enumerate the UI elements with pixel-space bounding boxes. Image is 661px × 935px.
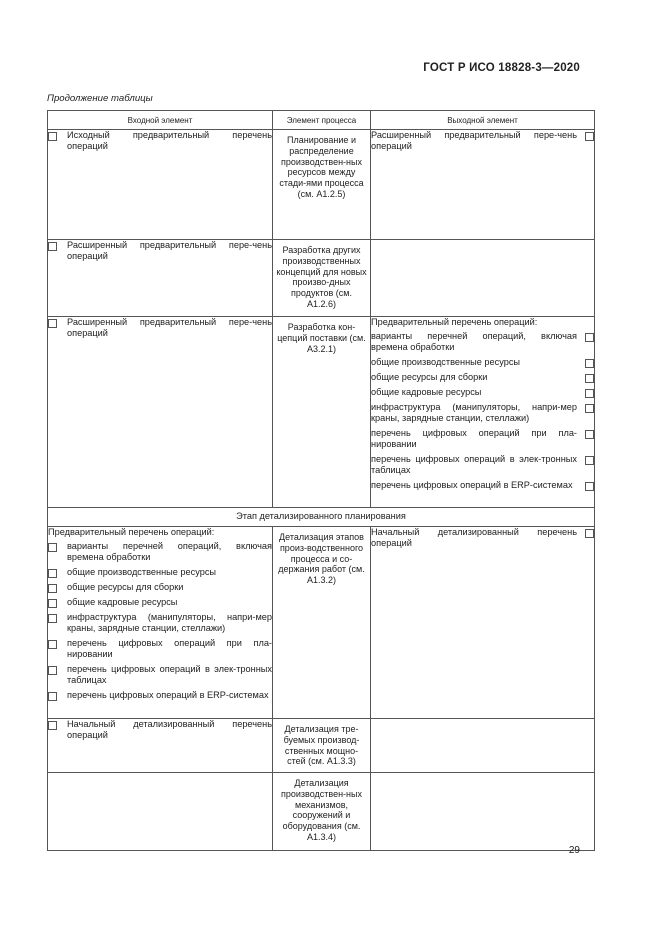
checklist-item: перечень цифровых операций при пла-нировании <box>371 428 594 450</box>
process-cell: Разработка других производственных концепций для новых произво-дных продуктов (см. А1.2.6) <box>273 240 371 317</box>
checkbox-icon[interactable] <box>48 692 57 701</box>
checkbox-icon[interactable] <box>585 374 594 383</box>
checkbox-icon[interactable] <box>48 666 57 675</box>
output-cell <box>371 317 595 508</box>
input-cell <box>48 527 273 719</box>
stage-title: Этап детализированного планирования <box>48 508 595 527</box>
checkbox-icon[interactable] <box>48 640 57 649</box>
input-text: Исходный предварительный перечень операций <box>67 130 272 151</box>
checklist-item: перечень цифровых операций при пла-нировании <box>48 638 272 660</box>
checklist-item: общие производственные ресурсы <box>371 357 594 368</box>
checklist-item: перечень цифровых операций в ERP-системах <box>371 480 594 491</box>
checkbox-icon[interactable] <box>585 456 594 465</box>
checklist-item: общие ресурсы для сборки <box>371 372 594 383</box>
checkbox-icon[interactable] <box>585 132 594 141</box>
checkbox-icon[interactable] <box>585 529 594 538</box>
checklist-item: инфраструктура (манипуляторы, напри-мер краны, зарядные станции, стеллажи) <box>371 402 594 424</box>
process-cell: Разработка кон-цепций поставки (см. А3.2.1) <box>273 317 371 508</box>
checklist-item: общие ресурсы для сборки <box>48 582 272 593</box>
input-cell <box>48 719 273 773</box>
process-cell: Планирование и распределение производствен-ных ресурсов между стади-ями процесса (см. А1.2.5) <box>273 130 371 240</box>
checklist-item: варианты перечней операций, включая времена обработки <box>371 331 594 353</box>
output-text: Начальный детализированный перечень операций <box>371 527 577 548</box>
input-text: Расширенный предварительный пере-чень операций <box>67 317 272 338</box>
checklist-item <box>371 130 594 152</box>
document-header: ГОСТ Р ИСО 18828-3—2020 <box>423 62 580 74</box>
checklist-item <box>48 240 272 262</box>
checkbox-icon[interactable] <box>585 404 594 413</box>
process-cell: Детализация производствен-ных механизмов, сооружений и оборудования (см. А1.3.4) <box>273 773 371 851</box>
checklist-item <box>48 130 272 152</box>
checkbox-icon[interactable] <box>48 242 57 251</box>
output-cell-empty <box>371 719 595 773</box>
checkbox-icon[interactable] <box>48 721 57 730</box>
checkbox-icon[interactable] <box>48 584 57 593</box>
page-number: 29 <box>568 845 580 856</box>
column-header-output: Выходной элемент <box>371 111 595 130</box>
checkbox-icon[interactable] <box>585 389 594 398</box>
stage-row <box>48 508 595 527</box>
checklist-item <box>48 719 272 741</box>
output-list-title: Предварительный перечень операций: <box>371 317 538 327</box>
output-cell-empty <box>371 240 595 317</box>
input-list-title: Предварительный перечень операций: <box>48 527 215 537</box>
checklist-item: перечень цифровых операций в ERP-системах <box>48 690 272 701</box>
table-row <box>48 527 595 719</box>
checkbox-icon[interactable] <box>48 543 57 552</box>
process-cell: Детализация этапов произ-водственного процесса и со-держания работ (см. А1.3.2) <box>273 527 371 719</box>
column-header-input: Входной элемент <box>48 111 273 130</box>
input-text: Начальный детализированный перечень операций <box>67 719 272 740</box>
column-header-process: Элемент процесса <box>273 111 371 130</box>
operations-table <box>47 110 595 851</box>
table-row <box>48 719 595 773</box>
table-row <box>48 240 595 317</box>
input-cell <box>48 317 273 508</box>
table-row <box>48 773 595 851</box>
checkbox-icon[interactable] <box>585 359 594 368</box>
checkbox-icon[interactable] <box>585 482 594 491</box>
checklist-item: перечень цифровых операций в элек-тронных таблицах <box>371 454 594 476</box>
checkbox-icon[interactable] <box>48 599 57 608</box>
checkbox-icon[interactable] <box>48 569 57 578</box>
checklist-item: варианты перечней операций, включая времена обработки <box>48 541 272 563</box>
checklist-item: перечень цифровых операций в элек-тронных таблицах <box>48 664 272 686</box>
checkbox-icon[interactable] <box>48 614 57 623</box>
process-cell: Детализация тре-буемых производ-ственных мощно-стей (см. А1.3.3) <box>273 719 371 773</box>
checklist-item: инфраструктура (манипуляторы, напри-мер краны, зарядные станции, стеллажи) <box>48 612 272 634</box>
checkbox-icon[interactable] <box>585 333 594 342</box>
checkbox-icon[interactable] <box>48 319 57 328</box>
checklist-item: общие производственные ресурсы <box>48 567 272 578</box>
table-row <box>48 317 595 508</box>
checkbox-icon[interactable] <box>48 132 57 141</box>
table-header-row <box>48 111 595 130</box>
checklist-item: общие кадровые ресурсы <box>48 597 272 608</box>
output-cell <box>371 130 595 240</box>
table-continuation-caption: Продолжение таблицы <box>47 93 153 104</box>
checklist-item <box>371 527 594 549</box>
output-cell-empty <box>371 773 595 851</box>
output-cell <box>371 527 595 719</box>
checkbox-icon[interactable] <box>585 430 594 439</box>
checklist-item <box>48 317 272 339</box>
input-cell <box>48 240 273 317</box>
input-cell-empty <box>48 773 273 851</box>
output-text: Расширенный предварительный пере-чень операций <box>371 130 577 151</box>
checklist-item: общие кадровые ресурсы <box>371 387 594 398</box>
input-cell <box>48 130 273 240</box>
input-text: Расширенный предварительный пере-чень операций <box>67 240 272 261</box>
table-row <box>48 130 595 240</box>
